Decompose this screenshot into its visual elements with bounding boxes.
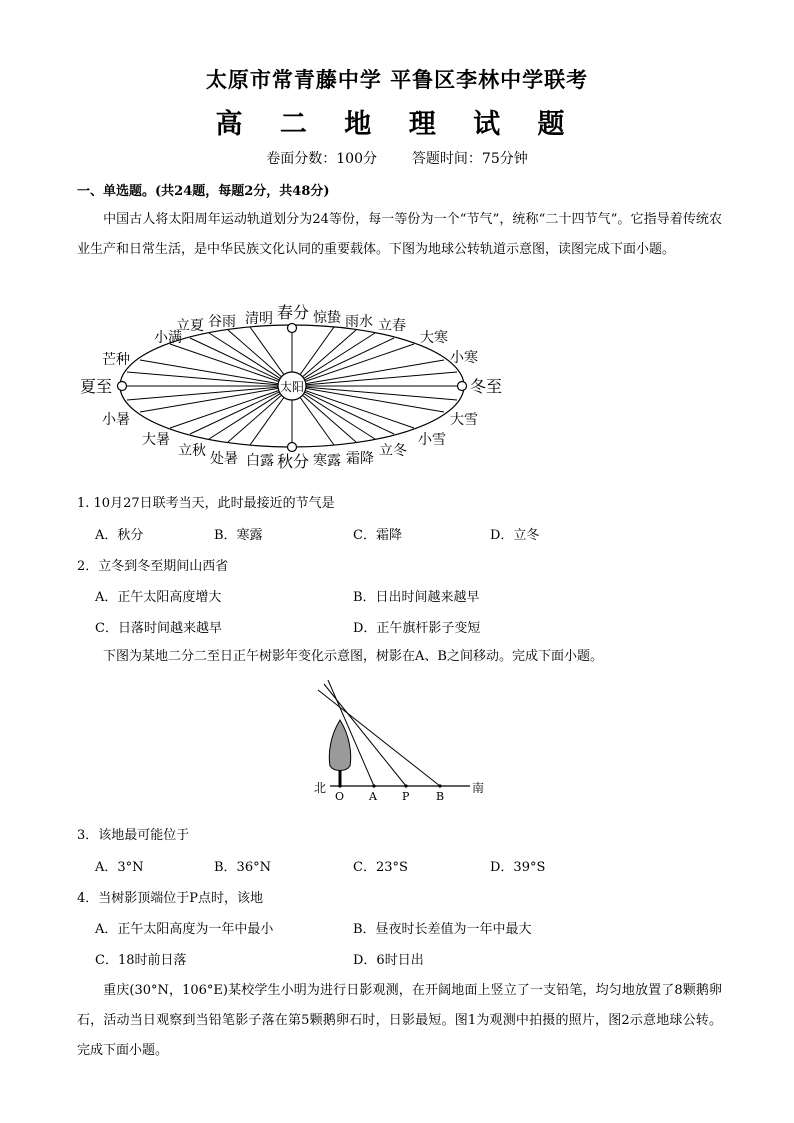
time-info: 答题时间：75分钟 [411, 151, 528, 167]
term-xiazhi: 夏至 [80, 377, 113, 396]
label-o: O [335, 790, 345, 802]
q2-option-c[interactable]: C．日落时间越来越早 [95, 621, 222, 636]
term-yushui: 雨水 [345, 314, 373, 330]
school-line: 太原市常青藤中学 平鲁区李林中学联考 [205, 67, 589, 92]
term-shuangjiang: 霜降 [346, 451, 374, 467]
q4-option-b[interactable]: B．昼夜时长差值为一年中最大 [353, 922, 532, 937]
term-bailu: 白露 [246, 453, 274, 469]
label-south: 南 [472, 781, 485, 795]
label-p: P [402, 790, 410, 802]
sun-label: 太阳 [279, 380, 305, 394]
passage-2 [77, 642, 722, 672]
point-p [404, 784, 407, 787]
term-chushu: 处暑 [210, 451, 238, 467]
point-b [438, 784, 441, 787]
passage-3 [77, 976, 722, 1066]
term-jingzhe: 惊蛰 [313, 310, 341, 326]
summer-solstice-point [118, 382, 127, 391]
orbit-diagram [70, 300, 510, 475]
passage-3-text: 重庆(30°N，106°E)某校学生小明为进行日影观测，在开阔地面上竖立了一支铅笔，均匀地放置了8颗鹅卵石，活动当日观察到当铅笔影子落在第5颗鹅卵石时，日影最短。图1为观测中拍摄的照片，图2示意地球公转。完成下面小题。 [77, 983, 722, 1058]
q3-option-a[interactable]: A．3°N [95, 860, 144, 875]
term-dongzhi: 冬至 [470, 377, 503, 396]
exam-info [0, 148, 794, 168]
term-mangzhong: 芒种 [102, 352, 130, 368]
q2-option-d[interactable]: D．正午旗杆影子变短 [353, 621, 481, 636]
term-chunfen: 春分 [277, 303, 310, 322]
tree-shadow-diagram [308, 680, 498, 802]
term-qiufen: 秋分 [277, 452, 310, 471]
q2-option-a[interactable]: A．正午太阳高度增大 [95, 590, 222, 605]
q4-option-c[interactable]: C．18时前日落 [95, 953, 187, 968]
q1-option-a[interactable]: A．秋分 [95, 528, 144, 543]
q3-option-b[interactable]: B．36°N [214, 860, 271, 875]
q4-option-a[interactable]: A．正午太阳高度为一年中最小 [95, 922, 274, 937]
q1-option-b[interactable]: B．寒露 [214, 528, 263, 543]
label-north: 北 [314, 781, 327, 795]
winter-solstice-point [458, 382, 467, 391]
term-lixia: 立夏 [176, 318, 204, 334]
term-guyu: 谷雨 [208, 314, 236, 330]
term-hanlu: 寒露 [313, 453, 341, 469]
term-liqiu: 立秋 [178, 443, 206, 459]
passage-2-text: 下图为某地二分二至日正午树影年变化示意图，树影在A、B之间移动。完成下面小题。 [103, 649, 603, 664]
term-lidong: 立冬 [379, 443, 407, 459]
label-b: B [436, 790, 445, 802]
passage-1-text: 中国古人将太阳周年运动轨道划分为24等份，每一等份为一个“节气”，统称“二十四节气”。它指导着传统农业生产和日常生活，是中华民族文化认同的重要载体。下图为地球公转轨道示意图，读图完成下面小题。 [77, 212, 722, 257]
term-xiaohan: 小寒 [450, 350, 478, 366]
score-info: 卷面分数：100分 [266, 151, 377, 167]
q3-option-c[interactable]: C．23°S [353, 860, 408, 875]
exam-title: 高 二 地 理 试 题 [215, 109, 579, 140]
question-2-stem: 2．立冬到冬至期间山西省 [77, 559, 229, 574]
q1-option-c[interactable]: C．霜降 [353, 528, 402, 543]
label-a: A [369, 790, 377, 802]
question-1-stem: 1. 10月27日联考当天，此时最接近的节气是 [77, 496, 335, 511]
term-xiaoxue: 小雪 [418, 432, 446, 448]
term-qingming: 清明 [245, 311, 273, 327]
question-4-stem: 4．当树影顶端位于P点时，该地 [77, 891, 264, 906]
q3-option-d[interactable]: D．39°S [490, 860, 546, 875]
term-dashu: 大暑 [142, 432, 170, 448]
term-daxue: 大雪 [450, 412, 478, 428]
q1-option-d[interactable]: D．立冬 [490, 528, 540, 543]
question-3-stem: 3．该地最可能位于 [77, 828, 190, 843]
autumn-equinox-point [288, 443, 297, 452]
point-a [372, 784, 375, 787]
section-heading: 一、单选题。(共24题，每题2分，共48分) [77, 184, 330, 199]
passage-1 [77, 205, 722, 265]
term-xiaoman: 小满 [154, 330, 182, 346]
term-lichun: 立春 [378, 318, 406, 334]
term-xiaoshu: 小暑 [102, 412, 130, 428]
tree-crown [329, 720, 350, 771]
point-o [338, 784, 341, 787]
term-dahan: 大寒 [420, 330, 448, 346]
q4-option-d[interactable]: D．6时日出 [353, 953, 424, 968]
spring-equinox-point [288, 324, 297, 333]
q2-option-b[interactable]: B．日出时间越来越早 [353, 590, 480, 605]
